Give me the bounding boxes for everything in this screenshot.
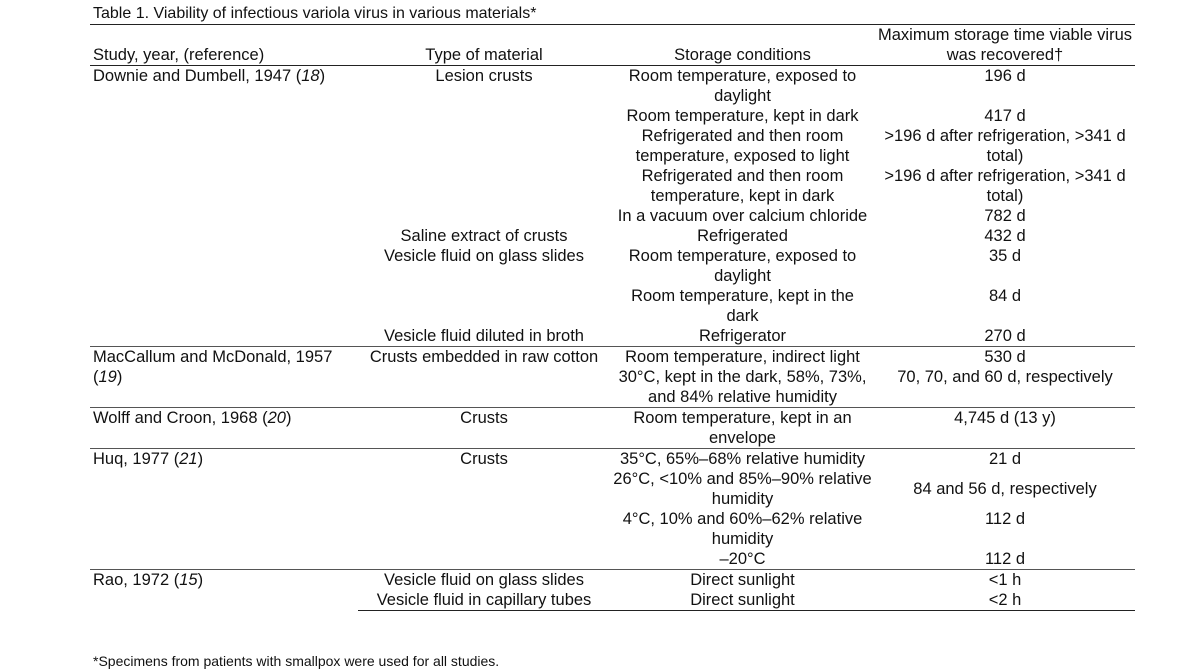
time-cell: 112 d [984, 510, 1026, 528]
study-name: Downie and Dumbell, 1947 [93, 67, 292, 85]
conditions-cell: 35°C, 65%–68% relative humidity [610, 449, 875, 470]
conditions-cell: Room temperature, exposed to daylight [628, 247, 857, 285]
material-cell [358, 367, 610, 408]
conditions-cell: 26°C, <10% and 85%–90% relative humidity [613, 470, 872, 508]
material-cell [358, 206, 610, 226]
study-reference: 18 [301, 67, 320, 85]
time-cell: 270 d [984, 327, 1026, 345]
material-cell: Crusts embedded in raw cotton [358, 347, 610, 368]
material-cell [358, 549, 610, 570]
material-cell [358, 286, 610, 326]
time-cell: 35 d [988, 247, 1022, 265]
time-cell: 196 d [984, 67, 1026, 85]
header-time: Maximum storage time viable virus was recovered† [878, 26, 1132, 64]
material-cell: Lesion crusts [435, 67, 533, 85]
conditions-cell: Room temperature, kept in dark [626, 107, 859, 125]
material-cell: Vesicle fluid on glass slides [358, 570, 610, 591]
table-body [90, 66, 1135, 611]
time-cell: 70, 70, and 60 d, respectively [897, 368, 1113, 386]
viability-table [90, 24, 1135, 611]
time-cell: 417 d [984, 107, 1026, 125]
time-cell: 21 d [875, 449, 1135, 470]
conditions-cell: Refrigerated and then room temperature, kept in dark [641, 167, 844, 205]
conditions-cell: Refrigerated and then room temperature, exposed to light [635, 127, 850, 165]
time-cell: 530 d [875, 347, 1135, 368]
time-cell: 782 d [984, 207, 1026, 225]
table-header [90, 25, 1135, 66]
table-row [90, 66, 1135, 107]
material-cell: Vesicle fluid diluted in broth [384, 327, 584, 345]
study-reference: 15 [179, 571, 198, 589]
material-cell [358, 509, 610, 549]
material-cell: Crusts [358, 408, 610, 449]
study-cell: MacCallum and McDonald, 1957 (19) [90, 347, 358, 408]
study-cell: Rao, 1972 (15) [90, 570, 358, 611]
material-cell: Saline extract of crusts [400, 227, 568, 245]
conditions-cell: In a vacuum over calcium chloride [617, 207, 868, 225]
study-name: MacCallum and McDonald, 1957 [93, 348, 333, 366]
study-name: Rao, 1972 [93, 571, 170, 589]
table-row [90, 347, 1135, 368]
study-reference: 21 [179, 450, 198, 468]
table-row [90, 408, 1135, 449]
material-cell: Vesicle fluid in capillary tubes [358, 590, 610, 611]
time-cell: 432 d [984, 227, 1026, 245]
conditions-cell: Room temperature, indirect light [610, 347, 875, 368]
study-cell: Downie and Dumbell, 1947 (18) [93, 67, 326, 85]
material-cell: Crusts [358, 449, 610, 470]
conditions-cell: Refrigerator [698, 327, 787, 345]
conditions-cell: Room temperature, kept in the dark [631, 287, 854, 325]
conditions-cell: Direct sunlight [610, 570, 875, 591]
time-cell: <2 h [875, 590, 1135, 611]
time-cell: <1 h [875, 570, 1135, 591]
conditions-cell: Direct sunlight [610, 590, 875, 611]
header-material: Type of material [425, 46, 543, 64]
table-row [90, 449, 1135, 470]
material-cell [358, 126, 610, 166]
conditions-cell: –20°C [719, 550, 766, 568]
time-cell: >196 d after refrigeration, >341 d total) [884, 167, 1126, 205]
study-name: Wolff and Croon, 1968 [93, 409, 258, 427]
conditions-cell: Refrigerated [697, 227, 788, 245]
conditions-cell: 4°C, 10% and 60%–62% relative humidity [622, 510, 863, 548]
time-cell: 112 d [984, 550, 1026, 568]
time-cell: 84 and 56 d, respectively [913, 480, 1097, 498]
study-cell: Wolff and Croon, 1968 (20) [90, 408, 358, 449]
time-cell: 4,745 d (13 y) [875, 408, 1135, 449]
conditions-cell: 30°C, kept in the dark, 58%, 73%, and 84% relative humidity [618, 368, 867, 406]
table-footnote: *Specimens from patients with smallpox were used for all studies. [93, 653, 500, 669]
header-study: Study, year, (reference) [93, 46, 265, 64]
table-caption: Table 1. Viability of infectious variola virus in various materials* [93, 5, 537, 22]
study-reference: 20 [267, 409, 286, 427]
table-row [90, 570, 1135, 591]
study-cell: Huq, 1977 (21) [90, 449, 358, 570]
header-conditions: Storage conditions [674, 46, 811, 64]
time-cell: >196 d after refrigeration, >341 d total) [884, 127, 1126, 165]
time-cell: 84 d [988, 287, 1022, 305]
material-cell [358, 469, 610, 509]
material-cell [358, 166, 610, 206]
material-cell: Vesicle fluid on glass slides [384, 247, 584, 265]
conditions-cell: Room temperature, exposed to daylight [628, 67, 857, 105]
material-cell [358, 106, 610, 126]
study-name: Huq, 1977 [93, 450, 170, 468]
study-reference: 19 [98, 368, 117, 386]
conditions-cell: Room temperature, kept in an envelope [610, 408, 875, 449]
